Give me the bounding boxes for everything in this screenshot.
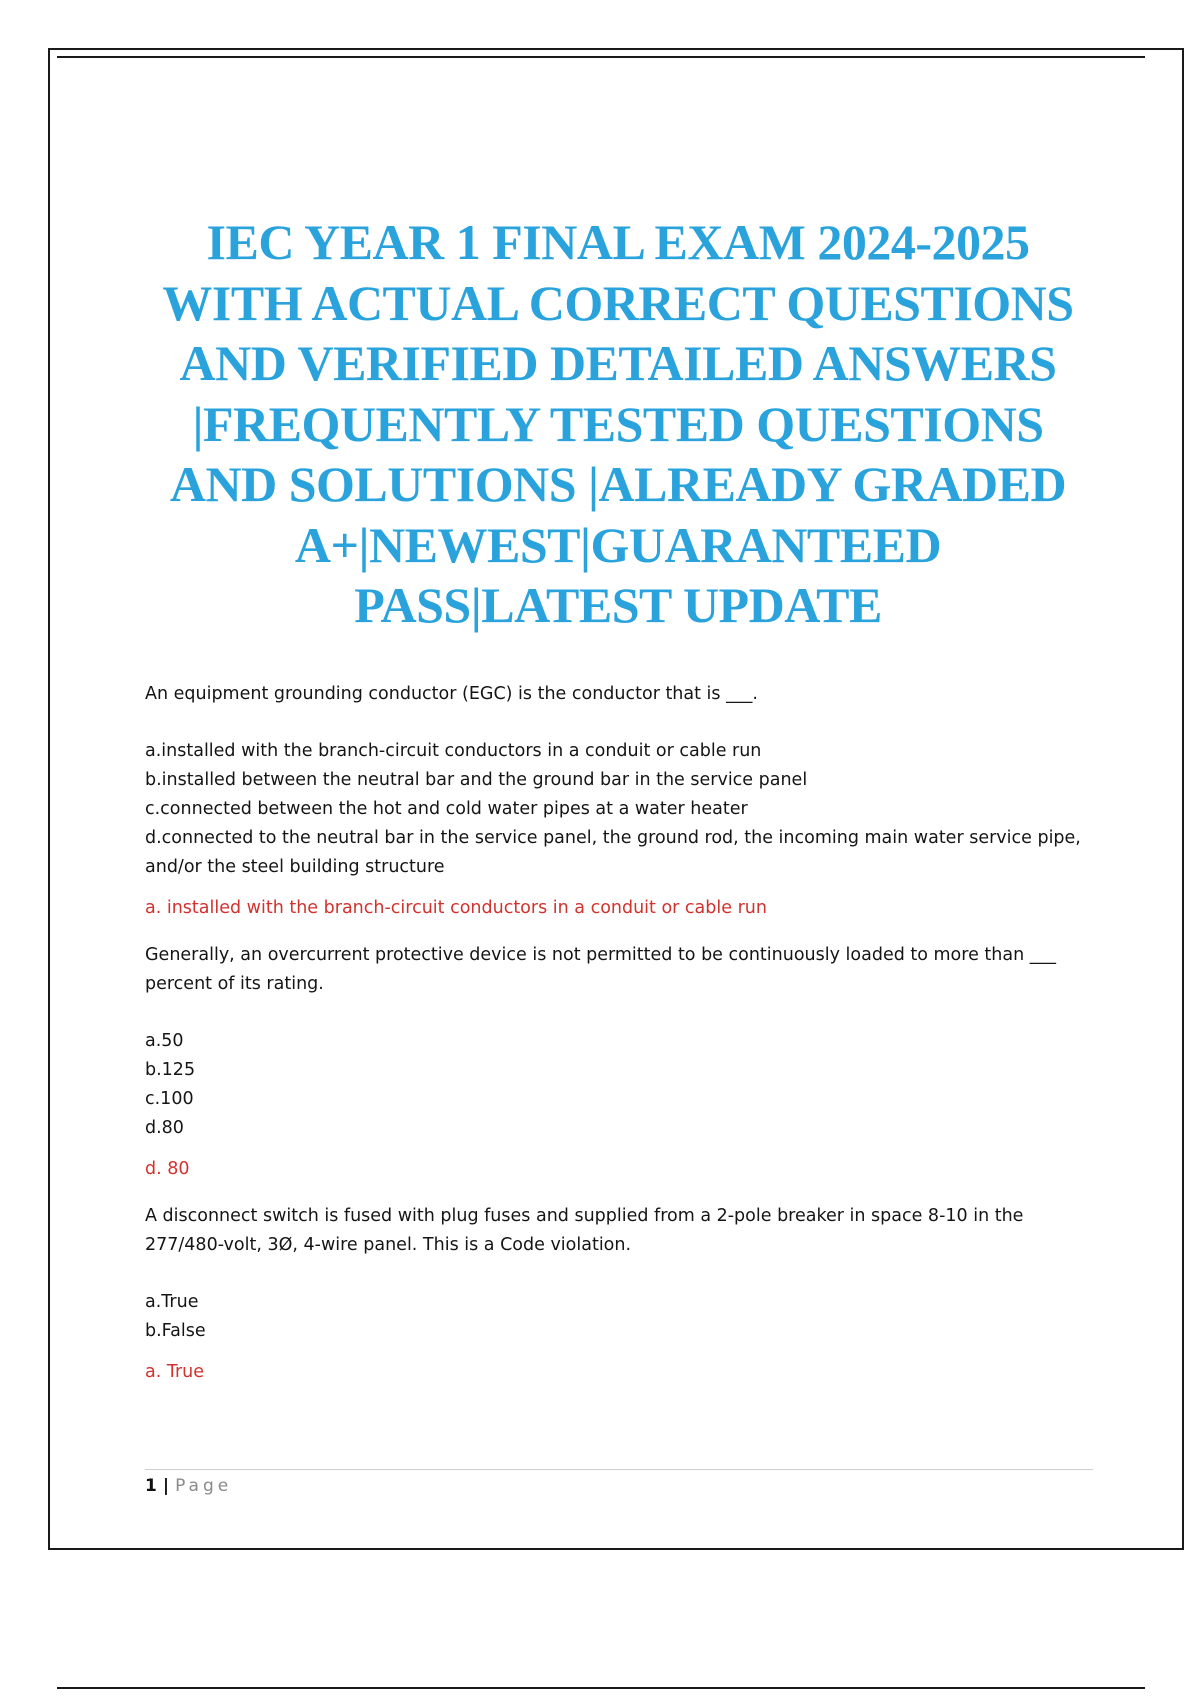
question-block-3 (145, 1202, 1095, 1387)
header-rule (57, 56, 1145, 58)
answer-options (145, 1288, 1095, 1346)
option-c: c.connected between the hot and cold water pipes at a water heater (145, 799, 748, 819)
question-text: A disconnect switch is fused with plug fuses and supplied from a 2-pole breaker in space 8-10 in the 277/480-volt, 3Ø, 4-wire panel. This is a Code violation. (145, 1206, 1024, 1255)
option-b: b.installed between the neutral bar and the ground bar in the service panel (145, 770, 808, 790)
option-d: d.connected to the neutral bar in the service panel, the ground rod, the incoming main water service pipe, and/or the steel building structure (145, 828, 1081, 877)
title-line: |FREQUENTLY TESTED QUESTIONS (192, 395, 1044, 452)
title-line: AND VERIFIED DETAILED ANSWERS (179, 335, 1057, 391)
questions-section (145, 680, 1095, 1405)
question-block-2 (145, 941, 1095, 1184)
page-footer (145, 1474, 232, 1498)
title-line: AND SOLUTIONS |ALREADY GRADED (169, 456, 1067, 512)
page-number: 1 (145, 1476, 157, 1496)
option-c: c.100 (145, 1089, 194, 1109)
option-d: d.80 (145, 1118, 184, 1138)
answer-options (145, 737, 1095, 882)
correct-answer: a. True (145, 1362, 205, 1382)
option-a: a.installed with the branch-circuit conductors in a conduit or cable run (145, 741, 762, 761)
answer-options (145, 1027, 1095, 1143)
correct-answer: a. installed with the branch-circuit conductors in a conduit or cable run (145, 898, 767, 918)
option-a: a.50 (145, 1031, 184, 1051)
title-line: IEC YEAR 1 FINAL EXAM 2024-2025 (206, 214, 1030, 270)
question-text: An equipment grounding conductor (EGC) is the conductor that is ___. (145, 684, 758, 704)
document-title (120, 212, 1116, 636)
option-b: b.125 (145, 1060, 196, 1080)
title-line: WITH ACTUAL CORRECT QUESTIONS (162, 274, 1074, 331)
title-line: PASS|LATEST UPDATE (354, 577, 882, 633)
correct-answer: d. 80 (145, 1159, 190, 1179)
page-label: Page (175, 1476, 233, 1496)
bottom-rule (57, 1687, 1145, 1689)
question-text: Generally, an overcurrent protective device is not permitted to be continuously loaded to more than ___ percent of its rating. (145, 945, 1056, 994)
option-a: a.True (145, 1292, 199, 1312)
option-b: b.False (145, 1321, 206, 1341)
footer-rule (145, 1469, 1093, 1470)
title-line: A+|NEWEST|GUARANTEED (294, 516, 942, 573)
footer-separator: | (162, 1476, 170, 1496)
question-block-1 (145, 680, 1095, 923)
